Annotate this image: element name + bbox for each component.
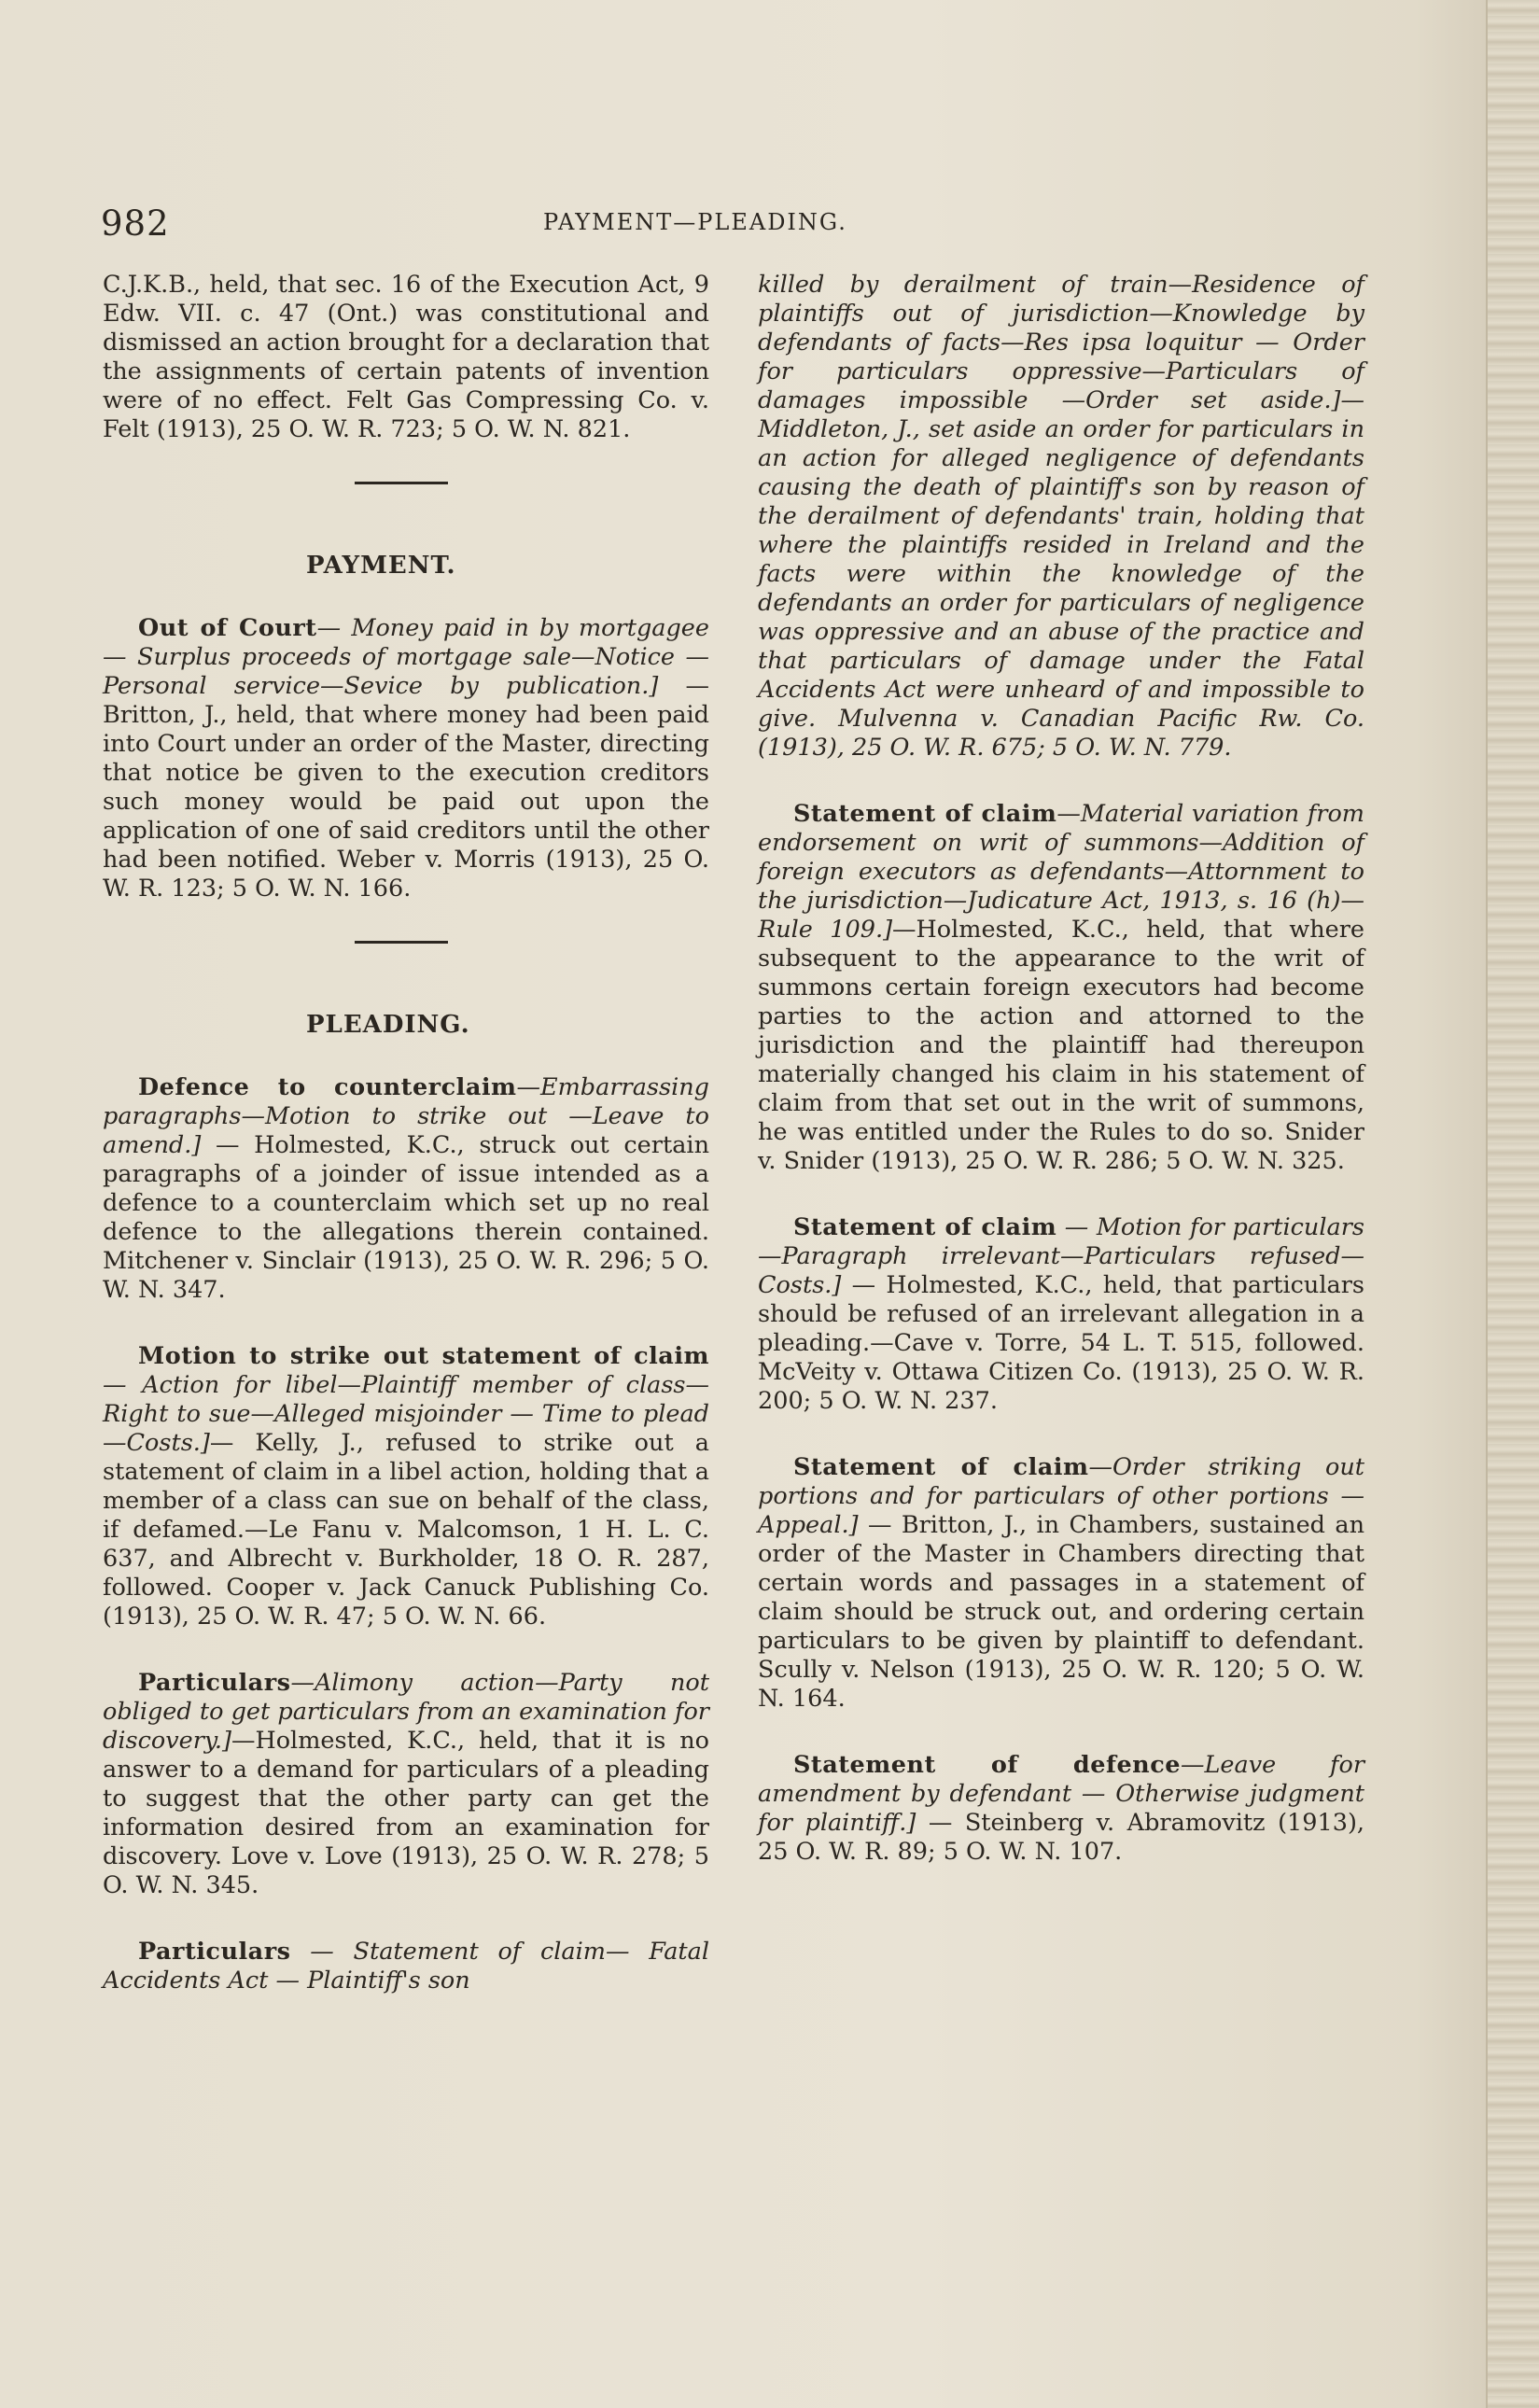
entry-catchwords: —Leave for amendment by defendant — Otherwise judgment for plaintiff.] [758, 1751, 1365, 1837]
entry-catchwords: — Money paid in by mortgagee — Surplus proceeds of mortgage sale—Notice — Personal service—Sevice by publication.] [103, 614, 709, 700]
entry-body: —Holmested, K.C., held, that it is no answer to a demand for particulars of a pleading to suggest that the other party can get the information desired from an examination for discovery. Love v. Love (1913), 25 O. W. R. 278; 5 O. W. N. 345. [103, 1727, 709, 1899]
entry-catchwords: —Embarrassing paragraphs—Motion to strike out —Leave to amend.] [103, 1073, 709, 1159]
entry-catchwords: — Statement of claim— Fatal Accidents Act — Plaintiff's son [103, 1938, 709, 1995]
entry-soc-motion [758, 1213, 1364, 1416]
entry-particulars-fatal [103, 1938, 709, 1995]
page-number: 982 [101, 203, 170, 244]
entry-body: — Kelly, J., refused to strike out a statement of claim in a libel action, holding that a member of a class can sue on behalf of the class, if defamed.—Le Fanu v. Malcomson, 1 H. L. C. 637, and Albrecht v. Burkholder, 18 O. R. 287, followed. Cooper v. Jack Canuck Publishing Co. (1913), 25 O. W. R. 47; 5 O. W. N. 66. [103, 1429, 709, 1631]
entry-lead: Statement of claim [793, 1213, 1057, 1241]
section-rule [355, 482, 448, 484]
entry-lead: Defence to counterclaim [138, 1073, 517, 1101]
page-edge [1486, 0, 1539, 2408]
entry-particulars-alimony [103, 1669, 709, 1900]
entry-catchwords: —Material variation from endorsement on writ of summons—Addition of foreign executors as defendants—Attornment to the jurisdiction—Judicature Act, 1913, s. 16 (h)— Rule 109.] [758, 800, 1364, 944]
entry-motion-strike [103, 1342, 709, 1631]
entry-catchwords: —Order striking out portions and for particulars of other portions — Appeal.] [758, 1453, 1364, 1539]
entry-catchwords: killed by derailment of train—Residence of plaintiffs out of jurisdiction—Knowledge by defendants of facts—Res ipsa loquitur — Order for particulars oppressive—Particulars of damages impossible —Order set aside.]—Middleton, J., set aside an order for particulars in an action for alleged negligence of defendants causing the death of plaintiff's son by reason of the derailment of defendants' train, holding that where the plaintiffs resided in Ireland and the facts were within the knowledge of the defendants an order for particulars of negligence was oppressive and an abuse of the practice and that particulars of damage under the Fatal Accidents Act were unheard of and impossible to give. Mulvenna v. Canadian Pacific Rw. Co. (1913), 25 O. W. R. 675; 5 O. W. N. 779. [758, 271, 1364, 762]
entry-lead: Statement of claim [793, 800, 1057, 828]
entry-out-of-court [103, 614, 709, 903]
entry-soc-order [758, 1453, 1364, 1714]
entry-body: — Britton, J., in Chambers, sustained an order of the Master in Chambers directing that certain words and passages in a statement of claim should be struck out, and ordering certain particulars to be given by plaintiff to defendant. Scully v. Nelson (1913), 25 O. W. R. 120; 5 O. W. N. 164. [758, 1511, 1364, 1713]
entry-body: — Britton, J., held, that where money had been paid into Court under an order of the Master, directing that notice be given to the execution creditors such money would be paid out upon the application of one of said creditors until the other had been notified. Weber v. Morris (1913), 25 O. W. R. 123; 5 O. W. N. 166. [103, 672, 709, 903]
entry-body: — Steinberg v. Abramovitz (1913), 25 O. W. R. 89; 5 O. W. N. 107. [758, 1809, 1365, 1866]
entry-sod [758, 1751, 1364, 1867]
left-column [103, 271, 709, 2033]
carryover-paragraph [758, 271, 1364, 763]
entry-body: — Holmested, K.C., held, that particulars should be refused of an irrelevant allegation in a pleading.—Cave v. Torre, 54 L. T. 515, followed. McVeity v. Ottawa Citizen Co. (1913), 25 O. W. R. 200; 5 O. W. N. 237. [758, 1271, 1364, 1415]
page-header [101, 203, 922, 250]
entry-lead: Out of Court [138, 614, 317, 642]
entry-lead: Statement of defence [793, 1751, 1181, 1779]
entry-lead: Particulars [138, 1938, 291, 1966]
running-title: PAYMENT—PLEADING. [543, 209, 847, 235]
entry-body: —Holmested, K.C., held, that where subsequent to the appearance to the writ of summons certain foreign executors had become parties to the action and attorned to the jurisdiction and the plaintiff had thereupon materially changed his claim in his statement of claim from that set out in the writ of summons, he was entitled under the Rules to do so. Snider v. Snider (1913), 25 O. W. R. 286; 5 O. W. N. 325. [758, 916, 1364, 1175]
entry-defence-counterclaim [103, 1073, 709, 1305]
section-heading-payment: PAYMENT. [306, 552, 456, 580]
section-rule [355, 941, 448, 944]
entry-lead: Motion to strike out statement of claim [138, 1342, 709, 1370]
entry-catchwords: — Motion for particulars—Paragraph irrelevant—Particulars refused—Costs.] [758, 1213, 1364, 1299]
right-column [758, 271, 1364, 1904]
entry-body: — Holmested, K.C., struck out certain paragraphs of a joinder of issue intended as a defence to a counterclaim which set up no real defence to the allegations therein contained. Mitchener v. Sinclair (1913), 25 O. W. R. 296; 5 O. W. N. 347. [103, 1131, 709, 1304]
entry-catchwords: — Action for libel—Plaintiff member of class—Right to sue—Alleged misjoinder — Time to plead—Costs.] [103, 1371, 709, 1457]
entry-lead: Particulars [138, 1669, 291, 1697]
entry-lead: Statement of claim [793, 1453, 1089, 1481]
entry-catchwords: —Alimony action—Party not obliged to get particulars from an examination for discovery.] [103, 1669, 709, 1755]
entry-soc-variation [758, 800, 1364, 1176]
carryover-paragraph: C.J.K.B., held, that sec. 16 of the Execution Act, 9 Edw. VII. c. 47 (Ont.) was constitutional and dismissed an action brought for a declaration that the assignments of certain patents of invention were of no effect. Felt Gas Compressing Co. v. Felt (1913), 25 O. W. R. 723; 5 O. W. N. 821. [103, 271, 709, 443]
section-heading-pleading: PLEADING. [306, 1011, 470, 1039]
